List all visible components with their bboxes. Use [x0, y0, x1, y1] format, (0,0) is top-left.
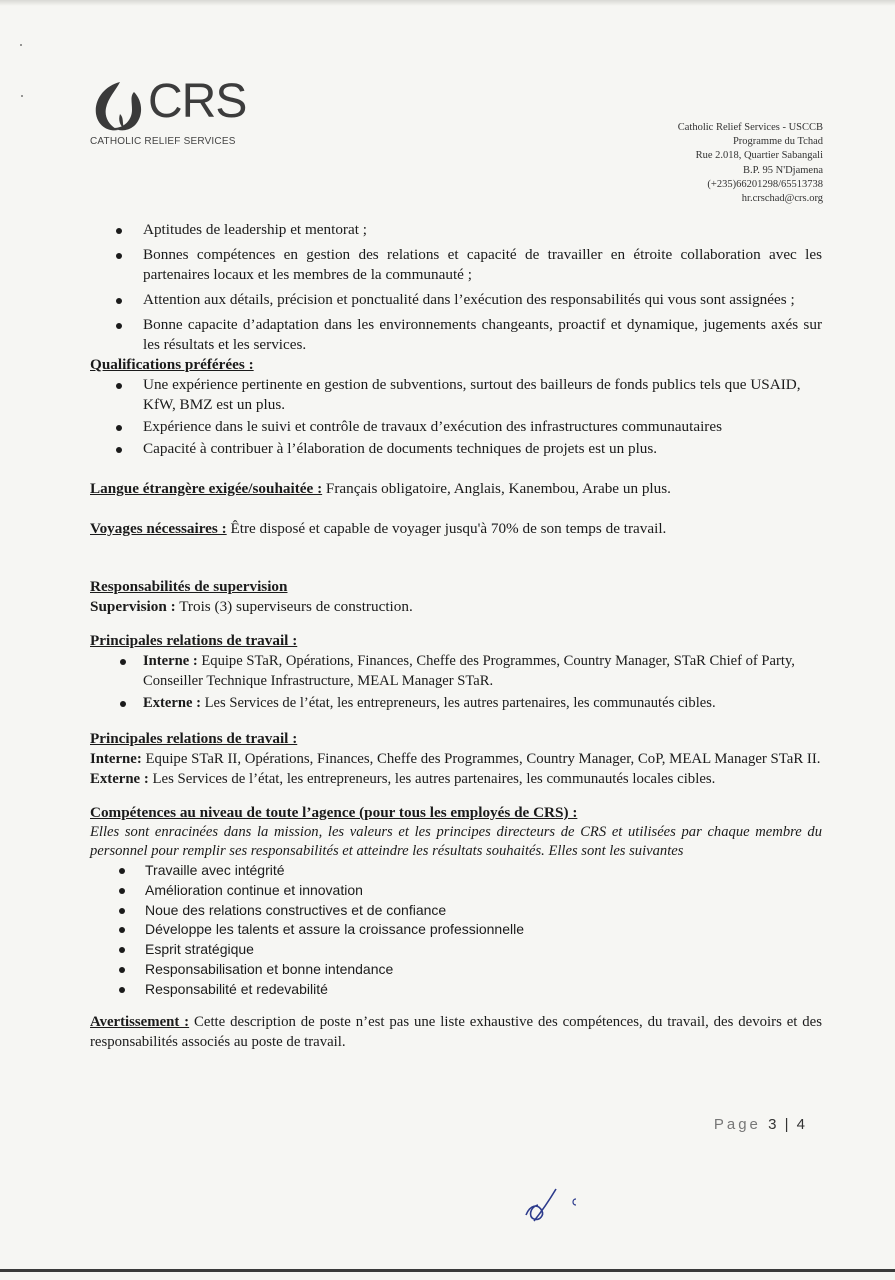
list-item [90, 651, 822, 691]
list-item: Attention aux détails, précision et ponctualité dans l’exécution des responsabilités qui vous sont assignées ; [90, 290, 822, 310]
address-line: Programme du Tchad [732, 136, 823, 148]
scan-speck [21, 95, 23, 97]
list-item: Bonne capacite d’adaptation dans les environnements changeants, proactif et dynamique, jugements axés sur les résultats et les services. [90, 315, 822, 355]
relations-heading: Principales relations de travail : [90, 632, 298, 649]
crs-logo [90, 75, 250, 158]
list-item: Responsabilité et redevabilité [90, 980, 822, 1000]
page-label: Page [713, 1116, 761, 1133]
supervision-line [90, 597, 822, 617]
supervision-label: Supervision : [90, 598, 176, 615]
list-item [90, 693, 822, 713]
disclaimer-text: Cette description de poste n’est pas une liste exhaustive des compétences, du travail, des devoirs et des responsabilités associés au poste de travail. [90, 1013, 823, 1050]
externe-text: Les Services de l’état, les entrepreneurs, les autres partenaires, les communautés locales cibles. [148, 771, 716, 787]
externe-text: Les Services de l’état, les entrepreneurs, les autres partenaires, les communautés cibles. [200, 695, 716, 711]
travel-line [90, 519, 822, 539]
scan-bottom-edge [0, 1269, 895, 1272]
logo-letters: CRS [148, 75, 247, 128]
qualifications-heading: Qualifications préférées : [90, 356, 254, 373]
initials-signature-icon [520, 1185, 590, 1225]
supervision-text: Trois (3) superviseurs de construction. [175, 598, 413, 615]
scan-top-edge [0, 0, 895, 6]
competences-heading: Compétences au niveau de toute l’agence (pour tous les employés de CRS) : [90, 804, 578, 821]
address-email: hr.crschad@crs.org [741, 193, 823, 205]
address-block [678, 121, 823, 206]
interne-text: Equipe STaR II, Opérations, Finances, Cheffe des Programmes, Country Manager, CoP, MEAL Manager STaR II. [141, 751, 821, 767]
language-line [90, 479, 822, 499]
relations-heading-2: Principales relations de travail : [90, 730, 298, 747]
page-number [714, 1116, 807, 1133]
interne-text: Equipe STaR, Opérations, Finances, Cheffe des Programmes, Country Manager, STaR Chief of Party, Conseiller Technique Infrastructure, MEAL Manager STaR. [143, 653, 795, 689]
address-line: (+235)66201298/65513738 [707, 178, 823, 190]
address-line: B.P. 95 N'Djamena [742, 164, 823, 176]
supervision-heading: Responsabilités de supervision [90, 578, 288, 595]
address-line: Rue 2.018, Quartier Sabangali [695, 150, 823, 162]
externe-label: Externe : [143, 695, 201, 711]
list-item: Expérience dans le suivi et contrôle de travaux d’exécution des infrastructures communautaires [90, 417, 822, 437]
document-body [90, 220, 822, 1052]
qualifications-list [90, 375, 822, 459]
externe-label: Externe : [90, 771, 149, 787]
address-line: Catholic Relief Services - USCCB [677, 122, 823, 133]
competences-list [90, 861, 822, 1000]
travel-text: Être disposé et capable de voyager jusqu'à 70% de son temps de travail. [226, 520, 667, 537]
list-item: Responsabilisation et bonne intendance [90, 960, 822, 980]
disclaimer [90, 1012, 822, 1052]
list-item: Noue des relations constructives et de confiance [90, 901, 822, 921]
list-item: Une expérience pertinente en gestion de subventions, surtout des bailleurs de fonds publics tels que USAID, KfW, BMZ est un plus. [90, 375, 822, 415]
list-item: Capacité à contribuer à l’élaboration de documents techniques de projets est un plus. [90, 439, 822, 459]
travel-label: Voyages nécessaires : [90, 520, 227, 537]
list-item: Aptitudes de leadership et mentorat ; [90, 220, 822, 240]
list-item: Travaille avec intégrité [90, 861, 822, 881]
relations-interne [90, 749, 822, 769]
language-label: Langue étrangère exigée/souhaitée : [90, 480, 323, 497]
interne-label: Interne : [143, 653, 198, 669]
list-item: Bonnes compétences en gestion des relations et capacité de travailler en étroite collaboration avec les partenaires locaux et les membres de la communauté ; [90, 245, 822, 285]
page-value: 3 | 4 [768, 1116, 807, 1133]
relations-list [90, 651, 822, 713]
language-text: Français obligatoire, Anglais, Kanembou, Arabe un plus. [322, 480, 671, 497]
crs-flame-logo-icon [90, 78, 152, 134]
skills-list [90, 220, 822, 355]
logo-subtitle: CATHOLIC RELIEF SERVICES [90, 136, 236, 147]
interne-label: Interne: [90, 751, 142, 767]
scan-speck [20, 44, 22, 46]
disclaimer-label: Avertissement : [90, 1013, 190, 1030]
list-item: Amélioration continue et innovation [90, 881, 822, 901]
list-item: Esprit stratégique [90, 940, 822, 960]
relations-externe [90, 769, 822, 789]
list-item: Développe les talents et assure la croissance professionnelle [90, 920, 822, 940]
competences-intro: Elles sont enracinées dans la mission, les valeurs et les principes directeurs de CRS et utilisées par chaque membre du personnel pour remplir ses responsabilités et atteindre les résultats souhaités. Elles sont les suivantes [90, 824, 822, 859]
